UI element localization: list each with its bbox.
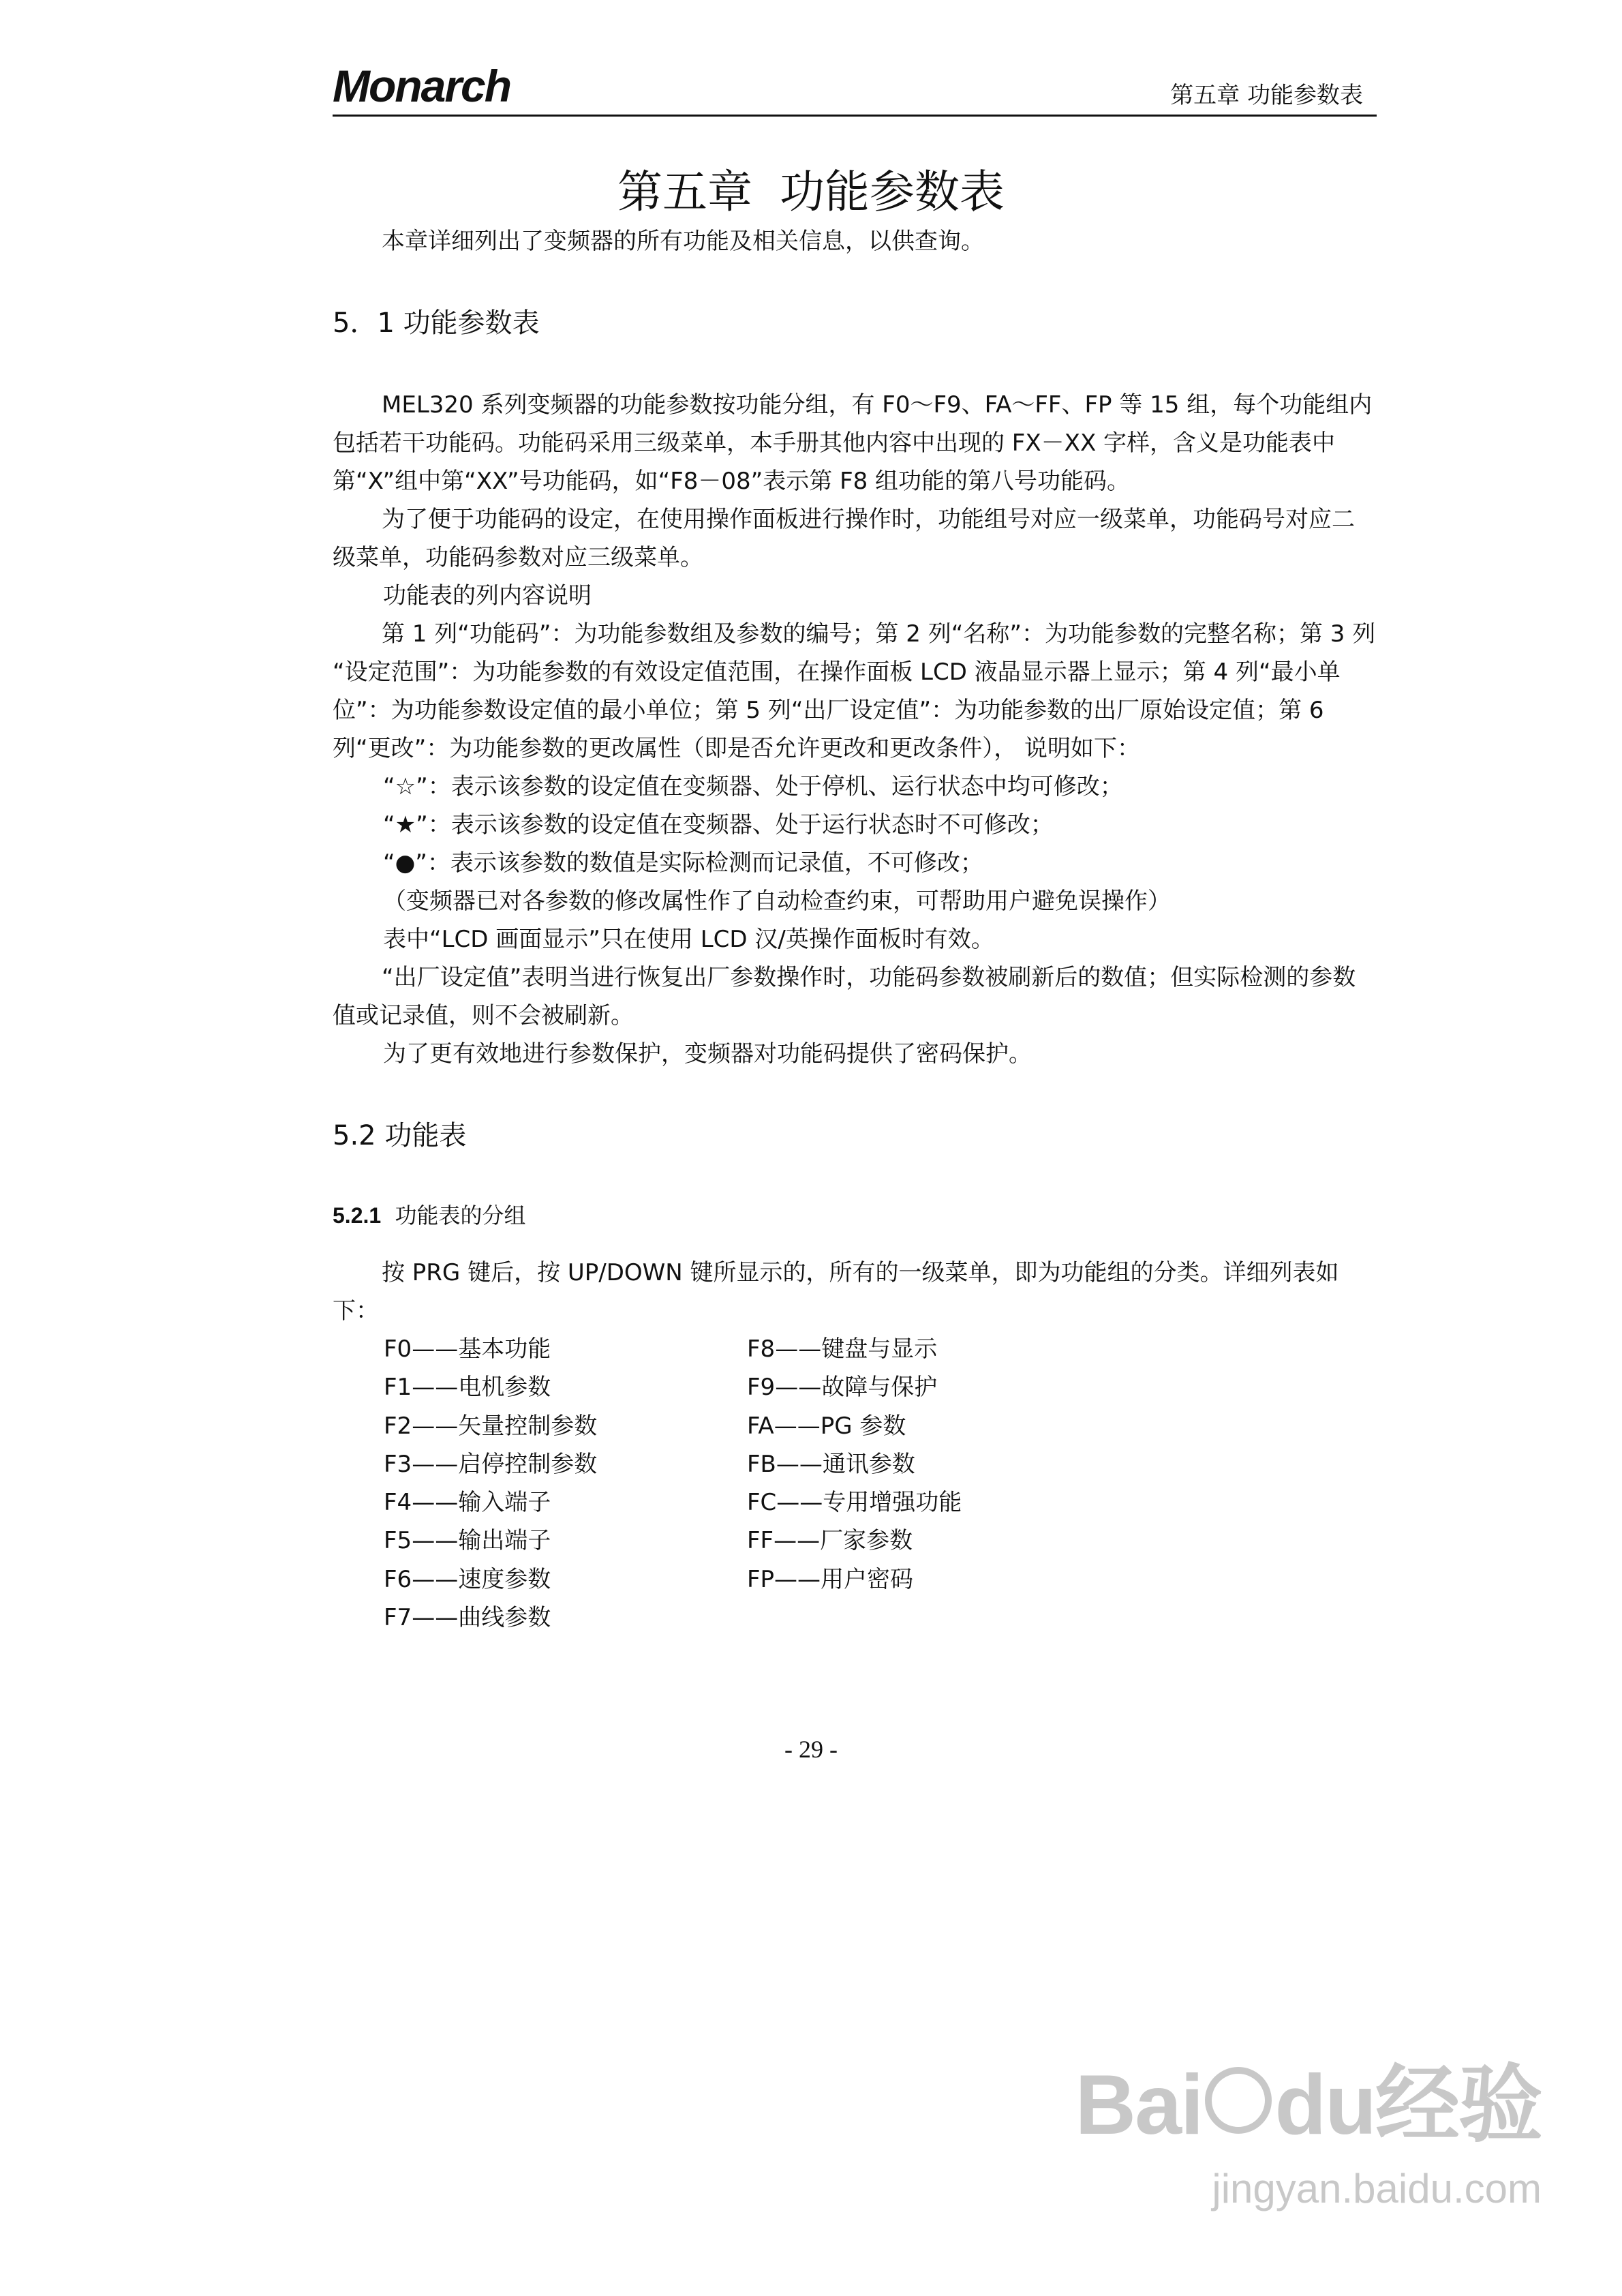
chapter-name: 功能参数表 [780, 166, 1005, 218]
paragraph-password: 为了更有效地进行参数保护，变频器对功能码提供了密码保护。 [383, 1040, 1032, 1068]
subsection-heading-5-2-1 [333, 1198, 526, 1230]
group-item: F5——输出端子 [384, 1527, 551, 1555]
note-auto-check: （变频器已对各参数的修改属性作了自动检查约束，可帮助用户避免误操作） [383, 888, 1171, 915]
group-item: FC——专用增强功能 [747, 1489, 962, 1517]
subsection-number: 5.2.1 [333, 1203, 382, 1228]
paragraph-menus: 为了便于功能码的设定，在使用操作面板进行操作时，功能组号对应一级菜单，功能码号对应二级菜单，功能码参数对应三级菜单。 [333, 506, 1355, 571]
chapter-title [0, 155, 1622, 220]
monarch-logo: Monarch [333, 61, 511, 111]
header-chapter: 第五章 功能参数表 [1170, 82, 1363, 109]
group-item: FB——通讯参数 [747, 1450, 915, 1478]
baidu-watermark [1075, 2037, 1542, 2212]
group-item: F4——输入端子 [384, 1489, 551, 1517]
note-lcd: 表中“LCD 画面显示”只在使用 LCD 汉/英操作面板时有效。 [383, 926, 994, 953]
paragraph-columns-title: 功能表的列内容说明 [383, 582, 592, 609]
intro-paragraph: 本章详细列出了变频器的所有功能及相关信息，以供查询。 [382, 228, 984, 255]
group-column-right [747, 1330, 962, 1599]
paragraph-columns: 第 1 列“功能码”：为功能参数组及参数的编号；第 2 列“名称”：为功能参数的完整名称；第 3 列 “设定范围”：为功能参数的有效设定值范围，在操作面板 LCD 液晶显示器上显示；第 4 列“最小单位”：为功能参数设定值的最小单位；第 5 列“出厂设定值”：为功能参数的出厂原始设定值；第 6 列“更改”：为功能参数的更改属性（即是否允许更改和更改条件）， 说明如下： [333, 620, 1376, 762]
group-item: F0——基本功能 [384, 1335, 551, 1363]
group-item: F8——键盘与显示 [747, 1335, 938, 1363]
page-number: - 29 - [784, 1736, 838, 1763]
legend-star-outline: “☆”：表示该参数的设定值在变频器、处于停机、运行状态中均可修改； [383, 773, 1123, 800]
paragraph-prg: 按 PRG 键后，按 UP/DOWN 键所显示的，所有的一级菜单，即为功能组的分类。详细列表如下： [333, 1259, 1339, 1325]
paw-icon [1205, 2067, 1272, 2134]
watermark-brand: Bai du经验 [1075, 2058, 1542, 2152]
paragraph-groups: MEL320 系列变频器的功能参数按功能分组，有 F0～F9、FA～FF、FP 等 15 组，每个功能组内包括若干功能码。功能码采用三级菜单，本手册其他内容中出现的 FX－XX 字样，含义是功能表中第“X”组中第“XX”号功能码，如“F8－08”表示第 F8 组功能的第八号功能码。 [333, 391, 1373, 495]
section-heading-5-2: 5.2 功能表 [333, 1120, 467, 1151]
legend-dot: “●”：表示该参数的数值是实际检测而记录值，不可修改； [383, 849, 983, 877]
group-item: F2——矢量控制参数 [384, 1412, 598, 1440]
group-column-left [384, 1330, 597, 1637]
group-item: F7——曲线参数 [384, 1604, 551, 1632]
group-item: F9——故障与保护 [747, 1374, 938, 1402]
group-item: FF——厂家参数 [747, 1527, 913, 1555]
subsection-title: 功能表的分组 [395, 1203, 526, 1228]
group-item: F1——电机参数 [384, 1374, 551, 1402]
paragraph-factory-default: “出厂设定值”表明当进行恢复出厂参数操作时，功能码参数被刷新后的数值；但实际检测的参数值或记录值，则不会被刷新。 [333, 964, 1356, 1029]
section-heading-5-1: 5．1 功能参数表 [333, 307, 540, 339]
legend-star-filled: “★”：表示该参数的设定值在变频器、处于运行状态时不可修改； [383, 811, 1054, 839]
page-header [333, 59, 1377, 117]
group-item: FP——用户密码 [747, 1565, 914, 1593]
group-item: F6——速度参数 [384, 1565, 551, 1593]
watermark-url: jingyan.baidu.com [1212, 2166, 1542, 2211]
group-item: F3——启停控制参数 [384, 1450, 598, 1478]
group-item: FA——PG 参数 [747, 1412, 906, 1440]
chapter-number: 第五章 [617, 166, 752, 218]
